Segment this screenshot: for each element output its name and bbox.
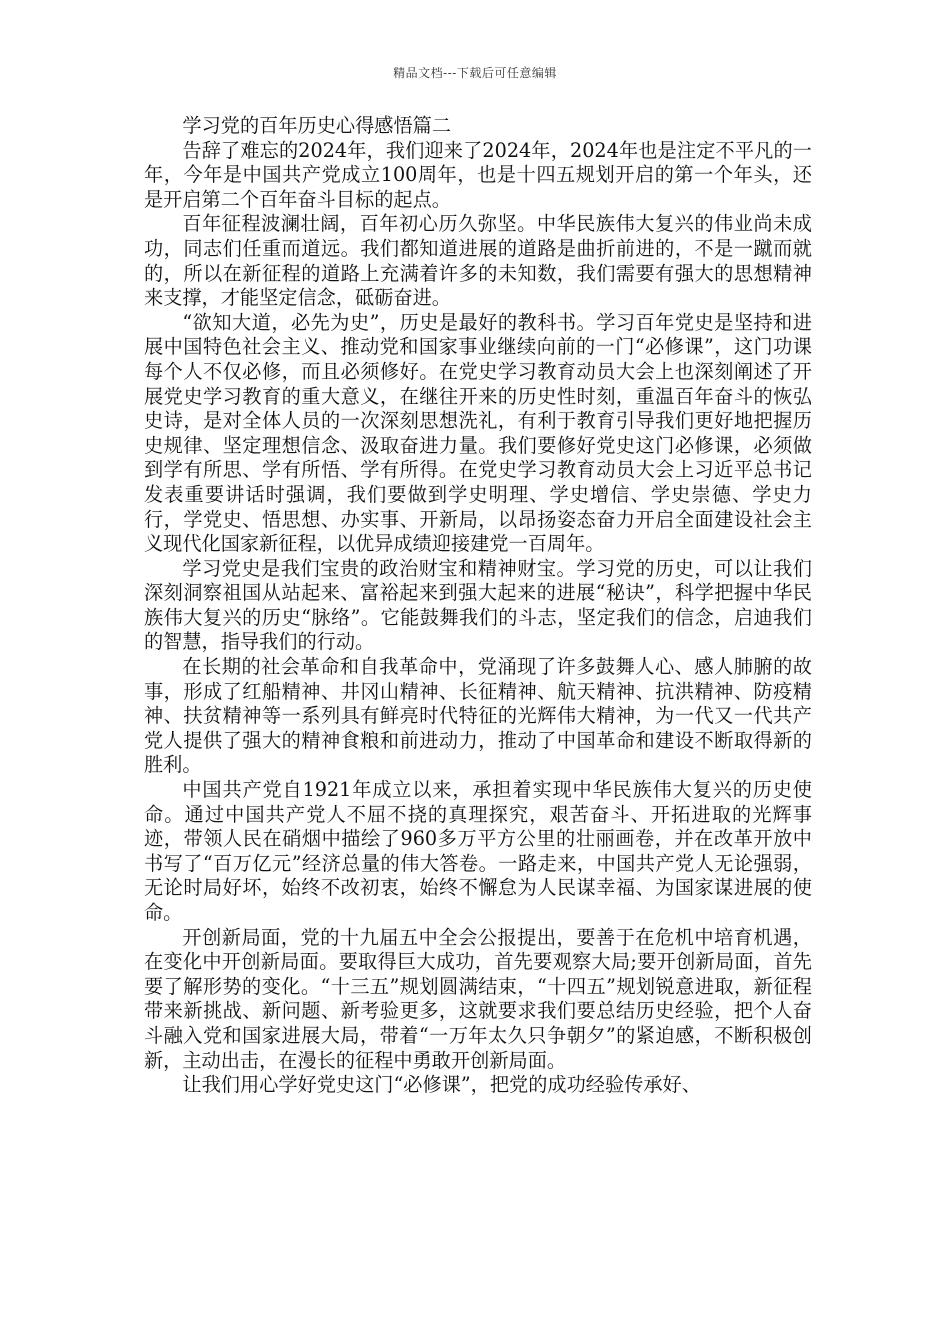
paragraph-4: 学习党史是我们宝贵的政治财宝和精神财宝。学习党的历史，可以让我们深刻洞察祖国从站起来、富裕起来到强大起来的进展“秘诀”，科学把握中华民族伟大复兴的历史“脉络”。它能鼓舞我们的斗志，坚定我们的信念，启迪我们的智慧，指导我们的行动。: [144, 556, 812, 654]
paragraph-1: 告辞了难忘的2024年，我们迎来了2024年，2024年也是注定不平凡的一年，今年是中国共产党成立100周年，也是十四五规划开启的第一个年头，还是开启第二个百年奋斗目标的起点。: [144, 138, 812, 211]
paragraph-2: 百年征程波澜壮阔，百年初心历久弥坚。中华民族伟大复兴的伟业尚未成功，同志们任重而道远。我们都知道进展的道路是曲折前进的，不是一蹴而就的，所以在新征程的道路上充满着许多的未知数，我们需要有强大的思想精神来支撑，才能坚定信念，砥砺奋进。: [144, 212, 812, 310]
document-title: 学习党的百年历史心得感悟篇二: [182, 114, 452, 137]
document-body: [144, 114, 812, 1098]
paragraph-5: 在长期的社会革命和自我革命中，党涌现了许多鼓舞人心、感人肺腑的故事，形成了红船精神、井冈山精神、长征精神、航天精神、抗洪精神、防疫精神、扶贫精神等一系列具有鲜亮时代特征的光辉伟大精神，为一代又一代共产党人提供了强大的精神食粮和前进动力，推动了中国革命和建设不断取得新的胜利。: [144, 655, 812, 777]
paragraph-3: “欲知大道，必先为史”，历史是最好的教科书。学习百年党史是坚持和进展中国特色社会主义、推动党和国家事业继续向前的一门“必修课”，这门功课每个人不仅必修，而且必须修好。在党史学习教育动员大会上也深刻阐述了开展党史学习教育的重大意义，在继往开来的历史性时刻，重温百年奋斗的恢弘史诗，是对全体人员的一次深刻思想洗礼，有利于教育引导我们更好地把握历史规律、坚定理想信念、汲取奋进力量。我们要修好党史这门必修课，必须做到学有所思、学有所悟、学有所得。在党史学习教育动员大会上习近平总书记发表重要讲话时强调，我们要做到学史明理、学史增信、学史崇德、学史力行，学党史、悟思想、办实事、开新局，以昂扬姿态奋力开启全面建设社会主义现代化国家新征程，以优异成绩迎接建党一百周年。: [144, 310, 812, 556]
page-header: 精品文档---下载后可任意编辑: [393, 66, 557, 80]
paragraph-8: 让我们用心学好党史这门“必修课”，把党的成功经验传承好、: [182, 1073, 701, 1097]
paragraph-6: 中国共产党自1921年成立以来，承担着实现中华民族伟大复兴的历史使命。通过中国共产党人不屈不挠的真理探究，艰苦奋斗、开拓进取的光辉事迹，带领人民在硝烟中描绘了960多万平方公里的壮丽画卷，并在改革开放中书写了“百万亿元”经济总量的伟大答卷。一路走来，中国共产党人无论强弱，无论时局好坏，始终不改初衷，始终不懈怠为人民谋幸福、为国家谋进展的使命。: [144, 778, 812, 924]
paragraph-7: 开创新局面，党的十九届五中全会公报提出，要善于在危机中培育机遇，在变化中开创新局面。要取得巨大成功，首先要观察大局;要开创新局面，首先要了解形势的变化。“十三五”规划圆满结束，“十四五”规划锐意进取，新征程带来新挑战、新问题、新考验更多，这就要求我们要总结历史经验，把个人奋斗融入党和国家进展大局，带着“一万年太久只争朝夕”的紧迫感，不断积极创新，主动出击，在漫长的征程中勇敢开创新局面。: [144, 925, 812, 1072]
